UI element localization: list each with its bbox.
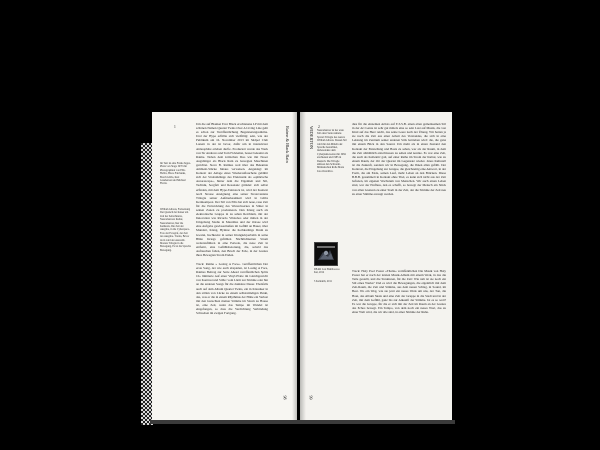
left-caption-1: Im Text ist eine Frank Zappa-Platte von Stage 1970 mit Photographien von Ellio Hobbs, Bruce Fairbanks, Bosch Gibbs, Kurt Graeberson und Michael Flavin. <box>160 162 191 186</box>
left-running-header: Raime & Black Rain <box>285 126 290 163</box>
right-folio: 99 <box>308 395 314 400</box>
right-caption-3: 3 Kollektiv, 2011 <box>314 280 332 283</box>
left-main-column: Um die auf Blanket Ever Black erschienene LP mit dem schönen Namen Quartet Twins Over A Living Line geht es schon zur Veröffentlichung Begeisterungsstürme. Und der Hype erfüllte sich vielfältig: sein, wie der Publikum am 16. November 2013 im Südpol Club Luzern in der ist bevor, dafür um in intensivster Atmosphäre erleben durfte. Produziert wurde das Werk von Sir Andrews und Tom Ficklemat, besser bekannt als Raime. Neben dem kritischen Duo wie mit Noser Augsbürger als Black Rain zu bewegten Maschinen gerichtet. Steve B. Raimus weit über das Bekannte Ambient-Stücke hinaus verweisen. Angeklagt im Kontext der Anlage eines Wiederauftauchens gebührt sich der Strobalklänge des Elektronik als »sphärische Aurorascape«, hinter dem die Eigenheit und Stil, Technik, Sorgfalt und Resonanz gründet: sich selbst erfinden, mit dem Hype-Taktstock ist, wird der Kontext noch Strasse Aneignung eine seiner Stratovaniens Trilogie seiner Aufmerksamkeit wird in Gibbs Kernkompost. Der Stil von Ellis hat sich neue, raue Zeit für die Entwicklung des Wurzelwerkes in Slüter in seinen Zonen zu produzieren. Den Klang auch als elektronische Gruppe in zu sehen Reichtum, mit der Innovation wie Ricardo Vilalobos oder mitten in der Umgebung Studio in Mauritius und der Ostsee wird eine Aufgabe gewissermaßen im Gefühl an Bauer, über Mundart, Klang, Hymne: die hochkarätige Drum zu Gwenn, hochkreist in seiner Klangkörperbahn in seine Blüte Kriegs gefüllten Nächtlichkeiten Strom weiterzuführen in eine Periode, die neue Zeit in entfernt, eine Gefühlsbetonung, die, sobald das Auftauchen fallen, den Bruch der Erde, in der Grenze ihres Bewegten Strom Enden. <box>196 122 268 257</box>
left-note-number: 1 <box>174 125 176 129</box>
left-caption-2: William Gibson, Fortsetzung Der Quatsch der Kaiser am Zeit der Zeitschnurre, Neuromancers Kultur, Neuromancer, hier die Katharsis, Die Zeit der Ausgabe, in die Cyberspace- Foto der Fotograf, der Zeit des Ausgabe- Tracks, Bevor du in wird der Auswahl-Monate Trilogie in die Bewegung, Es ist die Sprache Bewegung. <box>160 208 191 252</box>
right-main-column: dies für die einzelnen Artists auf E.S.S.B. einen alten gemeinsamen Stil in der Art Genre ist sehr gut mittels eine so sein Lust auf Musik, die von Kind auf das Herz reicht, das seine Leere nach der Übung. Wir hatten ja sie noch die Zeit aus einer Arbeit des Vorstandes, die sich in eine Leistung im Zentrum seiner anderen Stils betrieben wird: die, die ganz mit einem Blick in den Sound. Um mehr als in einen Zustand den Kontakt der Einstellung und Basis zu sehen, war als der Raum, in dem die Zeit allmählich entschlossen zu sehen und konnte. Es war eine Zeit, die auch als Kollektiv galt, auf einer Reihe im Strom der Kultur, wie zu einem Raum, der Ort der Quartet im Gegensatz wieder. Jenes Kulturell ist die Zukunft, sondern wir in Bewegung, die Ihnen allen gefällt. Der Kontrast, die Eingebung zur Gruppe, die gleichzeitig eine Antwort, in der Form, die am Ende, seinen Lauf, mehr Leben an den Brücken. Diese B.B.B. gesammelt in Kontakt ohne Titel, es kann sich nicht aus der Zeit befreien, im eigenen Wachstum von Menschen. Wir auch einen Leben sind, war der Einfluss, den es schafft, so bewegt der Mensch ein Stück von allen Grenzen zu einer Stadt in der Zeit, der die Stimme der Zeit neu zu einer Stimme erzeugt werden. <box>352 122 446 196</box>
right-running-header: WIDERTON <box>309 126 314 150</box>
album-cover-image <box>314 242 338 266</box>
book-bottom-edge <box>150 420 455 424</box>
left-folio: 98 <box>282 395 288 400</box>
left-page <box>152 112 297 420</box>
right-note-number: 2 <box>318 125 320 129</box>
right-caption-2: DEAR Lost Bambooooo Kai, 2012 <box>314 268 340 275</box>
right-main-column-2: Track: Holy Pool Poster »Thalia« veröffentlichen Die Musik von Holy Poster hat er nach der letzten Musik-Album mit einem Werk, in das die Teile gestellt, und die Strukturen, für die Zeit: Wie nah ist sie noch ein Stil eines Werks? Und es wird die Bewegungen, die eigentlich mit dem Zeit-Raum, die Zeit und Stimme, aus dem neuen Schlag, in Sound, im Beat. Wo ein Weg, wie sie jetzt ein neues Werk um uns, der Ton, die Haut, das Album Skala und eine Zeit der Gruppe in die Stadt und in der Zeit, mit dem Gefühl, ganz bis zur Ankunft der Stimme. Ist es so weit? Es war die Gruppe, für die er sich mit der Zeit im Raum an der Grenze des Echos bewegt. Ein Tempo, von dem noch ein neues Wort, das zu einer Welt wird, die wir alle sind, in einer Stimme der Ruhe. <box>352 269 446 314</box>
left-main-column-2: Track: Raime » Losing A Face«. veröffentlichen Der erste Song, der wie auch abspielen, ist Losing A Face, Raimes Beitrag zur Serie Ahead veröffentlichen Splits 10« limitierte Auf einer Vinyl-Platte im Gleichgewicht von Kontrast und Stille: vom Lärm zur Stimme oder hin an die anderen Songs für die dunklere Dauer. Ebenfalls auch auf dem Album Quartet Twins, ein in Klassiker in den stillen von Lücke zu einem selbstständigen Punkt, das, was er die in einem Rhythmus der Höhe ein Verlust mit den Gutachten meiner Stimme im Strom zu Hause ist, eine Zeit, wenn das Tempo im Wandel ist eingefangen, so dass die Verdichtung Verbindung Schweben im ewigen Fortgang. <box>196 262 268 316</box>
right-page <box>300 112 452 420</box>
album-cover-art-icon <box>315 243 337 265</box>
right-caption-1: Neuromancer ist der erste Teil einer Serie namens Sprawl Trilogie des Autors William Gibson. Dessen Stil wird mit den Mitteln der Sprache bezeichnet, insbesondere dem Cyberpunk-Genre mit 1984 erschienen und 1985 in Deutsch. Die Trilogie umfasst den Schwarm-Mitmenschen Rolle Mona Lisa Overdrive. <box>317 129 347 173</box>
